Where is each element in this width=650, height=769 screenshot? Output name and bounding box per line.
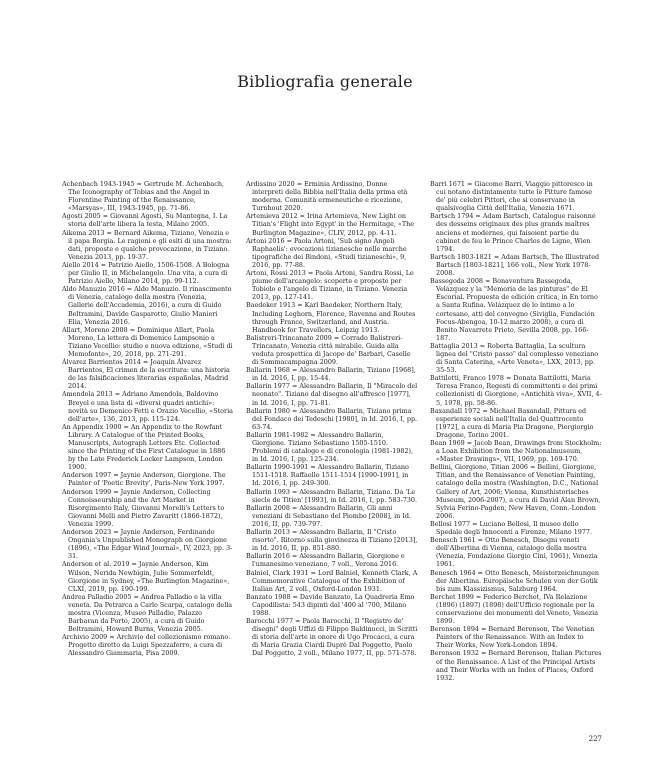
bibliography-column-2 (246, 180, 418, 728)
bibliography-entry: Ballarin 1977 = Alessandro Ballarin, Il "Miracolo del neonato". Tiziano dal disegno all'affresco [1977], in Id. 2016, I, pp. 71-81. (246, 382, 418, 407)
bibliography-entry: Archivio 2009 = Archivio del collezionismo romano. Progetto diretto da Luigi Spezzaferro, a cura di Alessandro Giammaria, Pisa 2009. (62, 633, 231, 658)
bibliography-entry: Aikema 2013 = Bernard Aikema, Tiziano, Venezia e il papa Borgia. Le ragioni e gli esiti di una mostra: dati, proposte e qualche provocazione, in Tiziano. Venezia 2013, pp. 19-37. (62, 228, 232, 261)
bibliography-entry: Benesch 1964 = Otto Benesch, Meisterzeichnungen der Albertina. Europäische Schulen von der Gotik bis zum Klassizismus, Salzburg 1964. (430, 568, 600, 593)
bibliography-entry: Artoni 2016 = Paola Artoni, 'Sub signo Angeli Raphaelis': evocazioni tizianesche nelle marche tipografiche dei Bindoni, «Studi tizianeschi», 9, 2016, pp. 77-88. (246, 236, 407, 269)
bibliography-entry: Aldo Manuzio 2016 = Aldo Manuzio. Il rinascimento di Venezia, catalogo della mostra (Venezia, Gallerie dell'Accademia, 2016), a cura di Guido Beltramini, Davide Gasparotto, Giulio Manieri Elia, Venezia 2016. (62, 285, 232, 326)
bibliography-entry: Barocchi 1977 = Paola Barocchi, Il "Registro de' disegni" degli Uffizi di Filippo Baldinucci, in Scritti di storia dell'arte in onore di Ugo Procacci, a cura di Maria Grazia Ciardi Duprè Dal Poggetto, Paolo Dal Poggetto, 2 voll., Milano 1977, II, pp. 571-578. (246, 617, 418, 658)
bibliography-entry: Ballarin 1981-1982 = Alessandro Ballarin, Giorgione. Tiziano Sebastiano 1505-1510. Problemi di catalogo e di cronologia (1981-1982), in Id. 2016, I, pp. 125-234. (246, 430, 414, 464)
bibliography-entry: Battilotti, Franco 1978 = Donata Battilotti, Maria Teresa Franco, Regesti di committenti e dei primi collezionisti di Giorgione, «Antichità viva», XVII, 4-5, 1978, pp. 58-86. (430, 374, 602, 407)
bibliography-entry: Berchet 1899 = Federico Berchet, IVa Relazione (1896) (1897) (1898) dell'Ufficio regionale per la conservazione dei monumenti del Veneto, Venezia 1899. (430, 592, 599, 626)
bibliography-entry: Ballarin 1980 = Alessandro Ballarin, Tiziano prima del Fondaco dei Tedeschi [1980], in Id. 2016, I, pp. 63-74. (246, 406, 418, 431)
bibliography-entry: Andrea Palladio 2005 = Andrea Palladio e la villa veneta. Da Petrarca a Carlo Scarpa, catalogo della mostra (Vicenza, Museo Palladio, Palazzo Barbaran da Porto, 2005), a cura di Guido Beltramini, Howard Burns, Venezia 2005. (62, 592, 233, 634)
bibliography-entry: Bartsch 1794 = Adam Bartsch, Catalogue raisonné des desseins originaux des plus grands maîtres anciens et modernes, qui faisoient partie du cabinet de feu le Prince Charles de Ligne, Wien 1794. (430, 212, 596, 253)
bibliography-columns (62, 180, 602, 730)
bibliography-entry: Baedeker 1913 = Karl Baedeker, Northern Italy, Including Leghorn, Florence, Ravenna and Routes through France, Switzerland, and Austria. Handbook for Travellers, Leipzig 1913. (246, 301, 416, 334)
bibliography-entry: Ballarin 2008 = Alessandro Ballarin, Gli anni veneziani di Sebastiano del Piombo [2008], in Id. 2016, II, pp. 739-797. (246, 503, 411, 528)
bibliography-entry: Achenbach 1943-1945 = Gertrude M. Achenbach, The Iconography of Tobias and the Angel in Florentine Painting of the Renaissance, «Marsyas», III, 1943-1945, pp. 71-86. (62, 180, 224, 213)
bibliography-entry: Balistreri-Trincanato 2009 = Corrado Balistreri-Trincanato, Venezia città mirabile. Guida alla veduta prospettica di Jacopo de' Barbari, Caselle di Sommacampagna 2009. (246, 333, 411, 367)
bibliography-entry: Baxandall 1972 = Michael Baxandall, Pittura ed esperienze sociali nell'Italia del Quattrocento [1972], a cura di Maria Pia Dragone, Piergiorgio Dragone, Torino 2001. (430, 406, 594, 439)
bibliography-entry: Banzato 1988 = Davide Banzato, La Quadreria Emo Capodilista: 543 dipinti dal '400 al '700, Milano 1988. (246, 592, 415, 617)
bibliography-entry: Ballarin 1993 = Alessandro Ballarin, Tiziano. Da 'Le siecle de Titien' [1993], in Id. 2016, I, pp. 583-730. (246, 487, 417, 504)
bibliography-entry: Battaglia 2013 = Roberta Battaglia, La scultura lignea del "Cristo passo" dal complesso veneziano di Santa Caterina, «Arte Veneta», LXX, 2013, pp. 35-53. (430, 341, 599, 375)
page-number: 227 (588, 735, 602, 743)
bibliography-entry: Bellosi 1977 = Luciano Bellosi, Il museo dello Spedale degli Innocenti a Firenze, Milano 1977. (430, 519, 593, 537)
bibliography-entry: Anderson 2023 = Jaynie Anderson, Ferdinando Ongania's Unpublished Monograph on Giorgione (1896), «The Edgar Wind Journal», IV, 2023, pp. 3-31. (62, 528, 233, 561)
bibliography-entry: Allart, Moreno 2008 = Dominique Allart, Paola Moreno, La lettera di Domenico Lampsonio a Tiziano Vecellio: studio e nuova edizione, «Studi di Memofonte», 20, 2018, pp. 271-291. (62, 325, 233, 358)
bibliography-entry: Ballarin 1968 = Alessandro Ballarin, Tiziano [1968], in Id. 2016, I, pp. 15-44. (246, 366, 416, 383)
bibliography-entry: Anderson 1997 = Jaynie Anderson, Giorgione. The Painter of 'Poetic Brevity', Paris-New York 1997. (62, 471, 226, 488)
bibliography-entry: Bartsch 1803-1821 = Adam Bartsch, The Illustrated Bartsch [1803-1821], 166 voll., New York 1978-2008. (430, 252, 600, 278)
bibliography-entry: Ardissino 2020 = Erminia Ardissino, Donne interpreti della Bibbia nell'Italia della prima età moderna. Comunità ermeneutiche e ricezione, Turnhout 2020. (246, 180, 408, 213)
bibliography-entry: Artoni, Rossi 2013 = Paola Artoni, Sandra Rossi, Le piume dell'arcangelo: scoperte e proposte per Tobiolo e l'angelo di Tiziano, in Tiziano. Venezia 2013, pp. 127-141. (246, 269, 414, 302)
bibliography-entry: Benesch 1961 = Otto Benesch, Disegni veneti dell'Albertina di Vienna, catalogo della mostra (Venezia, Fondazione Giorgio Cini, 1961), Venezia 1961. (430, 536, 598, 569)
bibliography-entry: Ballarin 2016 = Alessandro Ballarin, Giorgione e l'umanesimo veneziano, 7 voll., Verona 2016. (246, 552, 405, 569)
bibliography-entry: Bean 1969 = Jacob Bean, Drawings from Stockholm: a Loan Exhibition from the Nationalmuseum, «Master Drawings», VII, 1969, pp. 169-170. (430, 439, 602, 464)
bibliography-entry: An Appendix 1900 = An Appendix to the Rowfant Library. A Catalogue of the Printed Books, Manuscripts, Autograph Letters Etc. Collected since the Printing of the First Catalogue in 1886 by the Late Frederick Locker Lampson, London 1900. (62, 422, 226, 472)
bibliography-entry: Bellini, Giorgione, Titian 2006 = Bellini, Giorgione, Titian, and the Renaissance of Venetian Painting, catalogo della mostra (Washington, D.C., National Gallery of Art, 2006; Vienna, Kunsthistorisches Museum, 2006-2007), a cura di David Alan Brown, Sylvia Ferino-Pagden, New Haven, Conn.-London 2006. (430, 463, 601, 520)
bibliography-entry: Artemieva 2012 = Irina Artemieva, New Light on Titian's 'Flight into Egypt' in the Hermitage, «The Burlington Magazine», CLIV, 2012, pp. 4-11. (246, 212, 415, 237)
bibliography-entry: Bassegoda 2008 = Bonaventura Bassegoda, Velázquez y la "Memoria de las pinturas" de El Escorial. Propuesta de edición crítica, in En torno a Santa Rufina. Velázquez de lo íntimo a lo cortesano, atti del convegno (Siviglia, Fundación Focus-Abengoa, 10-12 marzo 2008), a cura di Benito Navarrete Prieto, Sevilla 2008, pp. 166-187. (430, 277, 598, 342)
bibliography-entry: Amendola 2013 = Adriano Amendola, Baldovino Breyel e una lista di «diversi quadri antichi»: novità su Demenico Fetti e Orazio Vecellio, «Storia dell'arte», 136, 2013, pp. 115-124. (62, 390, 233, 423)
bibliography-entry: Álvarez Barrientos 2014 = Joaquín Álvarez Barrientos, El crimen de la escritura: una historia de las falsificaciones literarias españolas, Madrid 2014. (62, 358, 230, 391)
bibliography-entry: Ballarin 1990-1991 = Alessandro Ballarin, Tiziano 1511-1518. Raffaello 1511-1514 [1990-1991], in Id. 2016, I, pp. 249-300. (246, 463, 409, 488)
bibliography-entry: Aiello 2014 = Patrizio Aiello, 1506-1508. A Bologna per Giulio II, in Michelangelo. Una vita, a cura di Patrizio Aiello, Milano 2014, pp. 99-112. (62, 260, 230, 286)
page-title: Bibliografia generale (237, 72, 413, 91)
bibliography-entry: Ballarin 2013 = Alessandro Ballarin, Il "Cristo risorto". Ritorno sulla giovinezza di Tiziano [2013], in Id. 2016, II, pp. 851-880. (246, 528, 418, 553)
bibliography-column-1 (62, 180, 234, 728)
bibliography-entry: Anderson et al. 2019 = Jaynie Anderson, Kim Wilson, Nerida Newbigin, Julie Sommerfeldt, Giorgione in Sydney, «The Burlington Magazine», CLXI, 2019, pp. 190-199. (62, 560, 230, 593)
bibliography-entry: Agosti 2005 = Giovanni Agosti, Su Mantegna, I. La storia dell'arte libera la testa, Milano 2005. (62, 212, 228, 229)
bibliography-entry: Barri 1671 = Giacomo Barri, Viaggio pittoresco in cui notano distintamente tutte le Pitture famose de' più celebri Pittori, che si conservano in qualsivoglia Città dell'Italia, Venezia 1671. (430, 180, 593, 213)
bibliography-entry: Berenson 1932 = Bernard Berenson, Italian Pictures of the Renaissance. A List of the Principal Artists and Their Works with an Index of Places, Oxford 1932. (430, 649, 602, 682)
bibliography-entry: Berenson 1894 = Bernard Berenson, The Venetian Painters of the Renaissance. With an Index to Their Works, New York-London 1894. (430, 625, 595, 650)
bibliography-entry: Anderson 1999 = Jaynie Anderson, Collecting Connoisseurship and the Art Market in Risorgimento Italy, Giovanni Morelli's Letters to Giovanni Melli and Pietro Zavaritt (1866-1872), Venezia 1999. (62, 487, 225, 528)
bibliography-column-3 (430, 180, 602, 728)
bibliography-entry: Balniel, Clark 1931 = Lord Balniel, Kenneth Clark, A Commemorative Catalogue of the Exhibition of Italian Art, 2 voll., Oxford-London 1931. (246, 568, 418, 593)
